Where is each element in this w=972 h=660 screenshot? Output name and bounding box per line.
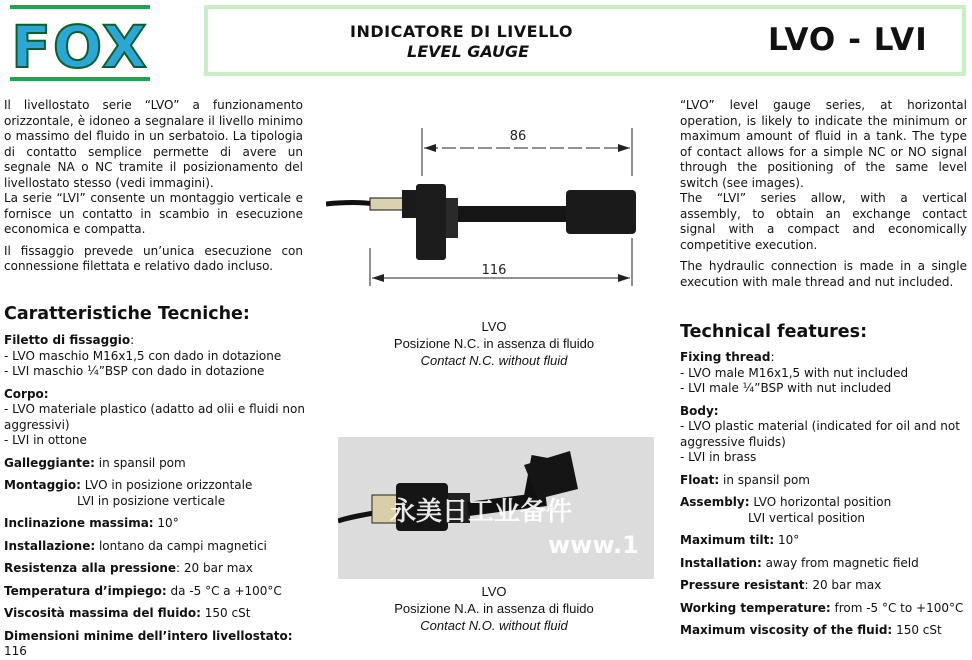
intro-english [680, 98, 967, 290]
tilt-value-en: 10° [777, 533, 800, 547]
body-line-it-2: - LVI in ottone [4, 433, 87, 447]
visc-value-en: 150 cSt [896, 623, 942, 637]
dim-label-it: Dimensioni minime dell’intero livellostato: [4, 628, 293, 643]
inst-value-en: away from magnetic field [765, 555, 919, 570]
features-title-en: Technical features: [680, 322, 868, 342]
inst-label-it: Installazione: [4, 538, 96, 553]
fix-line-it-2: - LVI maschio ¼”BSP con dado in dotazione [4, 364, 265, 378]
logo-text: FOX [11, 13, 149, 81]
body-label-it: Corpo: [4, 386, 49, 401]
visc-label-en: Maximum viscosity of the fluid: [680, 623, 893, 637]
press-label-en: Pressure resistant [680, 578, 805, 592]
fix-line-en-2: - LVI male ¼”BSP with nut included [680, 381, 892, 395]
mount-value-en-1: LVO horizontal position [753, 495, 892, 509]
visc-label-it: Viscosità massima del fluido: [4, 606, 201, 620]
float-label-it: Galleggiante: [4, 455, 95, 470]
fix-line-it-1: - LVO maschio M16x1,5 con dado in dotazione [4, 348, 282, 363]
watermark-latin: www.1 [548, 531, 639, 559]
inst-value-it: lontano da campi magnetici [98, 538, 267, 553]
incl-value-it: 10° [157, 516, 179, 530]
intro-it-p1: Il livellostato serie “LVO” a funzionamento orizzontale, è idoneo a segnalare il livello minimo o massimo del fluido in un serbatoio. La tipologia di contatto semplice permette di avere un segnale NA o NC tramite il posizionamento del livellostato stesso (vedi immagini). [4, 98, 303, 190]
figure-nc [326, 118, 662, 318]
features-list-it: Filetto di fissaggio: - LVO maschio M16x1,5 con dado in dotazione - LVI maschio ¼”BSP con dado in dotazione Corpo: - LVO materiale plastico (adatto ad olii e fluidi non aggressivi) - LVI in ottone Galleggiante: in spansil pom Montaggio: LVO in posizione orizzontale LVI in posizione verticale Inclinazione massima: 10° Installazione: lontano da campi magnetici Resistenza alla pressione: 20 bar max Temperatura d’impiego: da -5 °C a +100°C Viscosità massima del fluido: 150 cSt Dimensioni minime dell’intero livellostato: 116 [4, 333, 314, 660]
title-italian: INDICATORE DI LIVELLO [350, 22, 573, 41]
caption-nc-it: Posizione N.C. in assenza di fluido [393, 336, 595, 351]
caption-nc [374, 318, 614, 369]
press-label-it: Resistenza alla pressione [4, 561, 177, 575]
mount-value-it-2: LVI in posizione verticale [77, 493, 226, 508]
intro-it-p2: La serie “LVI” consente un montaggio verticale e fornisce un contatto in scambio in esecuzione economica e compatta. [4, 191, 303, 236]
caption-no-en: Contact N.O. without fluid [420, 618, 568, 633]
intro-italian [4, 98, 303, 275]
dim-value-it: 116 [4, 644, 27, 658]
intro-en-p3: The hydraulic connection is made in a single execution with male thread and nut included. [680, 259, 967, 289]
mount-label-it: Montaggio: [4, 478, 81, 492]
body-line-it-1: - LVO materiale plastico (adatto ad olii e fluidi non aggressivi) [4, 402, 305, 432]
visc-value-it: 150 cSt [204, 606, 251, 620]
float-value-en: in spansil pom [723, 472, 810, 487]
press-value-it: : 20 bar max [176, 561, 253, 575]
fix-label-it: Filetto di fissaggio [4, 333, 131, 347]
figure-no [338, 437, 654, 579]
mount-value-en-2: LVI vertical position [748, 510, 866, 525]
body-line-en-2: - LVI in brass [680, 450, 757, 464]
intro-en-p2: The “LVI” series allow, with a vertical assembly, to obtain an exchange contact signal with a compact and economically competitive execution. [680, 191, 967, 252]
float-value-it: in spansil pom [98, 455, 186, 470]
inst-label-en: Installation: [680, 555, 762, 570]
caption-nc-model: LVO [481, 319, 507, 334]
model-code: LVO - LVI [768, 22, 928, 58]
mount-value-it-1: LVO in posizione orizzontale [84, 478, 253, 492]
caption-nc-en: Contact N.C. without fluid [420, 353, 568, 368]
caption-no [374, 583, 614, 634]
temp-value-en: from -5 °C to +100°C [834, 600, 964, 615]
incl-label-it: Inclinazione massima: [4, 516, 154, 530]
features-title-it: Caratteristiche Tecniche: [4, 304, 250, 324]
float [566, 190, 636, 234]
title-english: LEVEL GAUGE [407, 42, 530, 61]
tilt-label-en: Maximum tilt: [680, 533, 775, 547]
body-label-en: Body: [680, 403, 719, 418]
intro-en-p1: “LVO” level gauge series, at horizontal operation, is likely to indicate the minimum or maximum amount of fluid in a tank. The type of contact allows for a simple NC or NO signal through the positioning of the same level switch (see images). [680, 98, 967, 190]
caption-no-model: LVO [481, 584, 507, 599]
intro-it-p3: Il fissaggio prevede un’unica esecuzione con connessione filettata e relativo dado incluso. [4, 243, 303, 273]
press-value-en: : 20 bar max [804, 578, 882, 592]
fix-label-en: Fixing thread [680, 350, 771, 364]
body-line-en-1: - LVO plastic material (indicated for oil and not aggressive fluids) [680, 419, 960, 449]
temp-label-en: Working temperature: [680, 600, 831, 615]
fox-logo [10, 5, 150, 81]
temp-value-it: da -5 °C a +100°C [170, 583, 282, 598]
caption-no-it: Posizione N.A. in assenza di fluido [394, 601, 594, 616]
fix-line-en-1: - LVO male M16x1,5 with nut included [680, 365, 909, 380]
dimension-86: 86 [509, 129, 527, 144]
mount-label-en: Assembly: [680, 495, 750, 509]
features-list-en: Fixing thread: - LVO male M16x1,5 with nut included - LVI male ¼”BSP with nut included Body: - LVO plastic material (indicated for oil and not aggressive fluids) - LVI in brass Float: in spansil pom Assembly: LVO horizontal position LVI vertical position Maximum tilt: 10° Installation: away from magnetic field Pressure resistant: 20 bar max Working temperature: from -5 °C to +100°C Maximum viscosity of the fluid: 150 cSt [680, 350, 968, 639]
watermark-cn: 永美日工业备件 [390, 497, 573, 527]
dimension-116: 116 [481, 263, 507, 278]
float-label-en: Float: [680, 472, 720, 487]
temp-label-it: Temperatura d’impiego: [4, 583, 167, 598]
